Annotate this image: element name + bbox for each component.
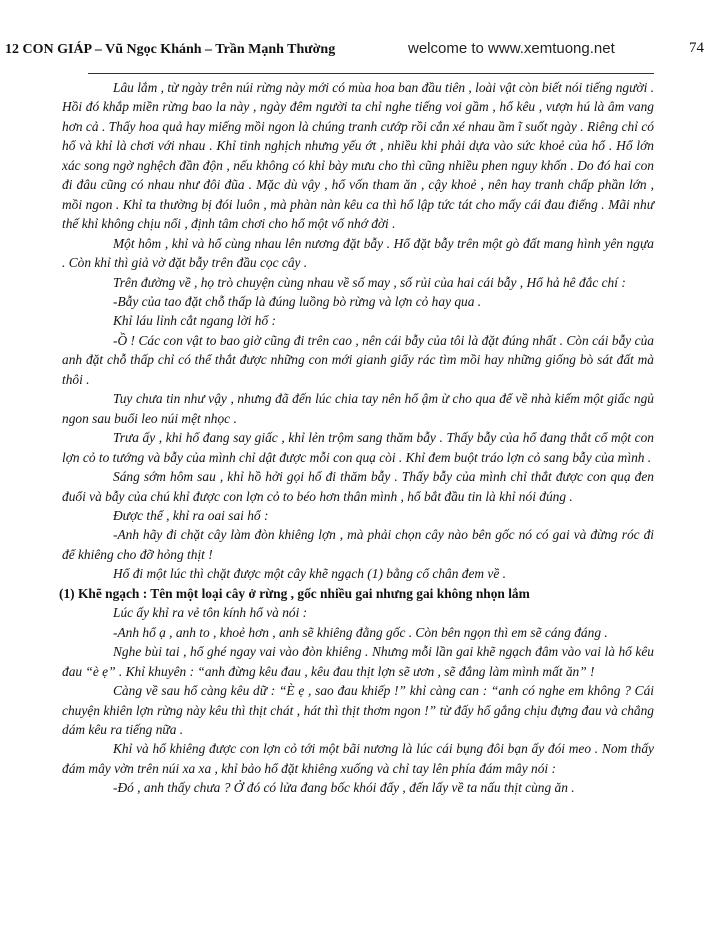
- book-title: 12 CON GIÁP – Vũ Ngọc Khánh – Trần Mạnh Thường: [5, 42, 336, 57]
- paragraph: Tuy chưa tin như vậy , nhưng đã đến lúc chia tay nên hổ ậm ừ cho qua để về nhà kiếm một giấc ngủ ngon sau buổi leo núi mệt nhọc .: [62, 391, 654, 426]
- paragraph: Khỉ láu lỉnh cắt ngang lời hổ :: [113, 313, 276, 329]
- paragraph: Một hôm , khỉ và hổ cùng nhau lên nương đặt bẫy . Hổ đặt bẫy trên một gò đất mang hình yên ngựa . Còn khỉ thì giả vờ đặt bẫy trên đầu cọc cây .: [62, 235, 654, 271]
- paragraph: -Ồ ! Các con vật to bao giờ cũng đi trên cao , nên cái bẫy của tôi là đặt đúng nhất . Còn cái bẫy của anh đặt chỗ thấp chỉ có thể thắt được những con mới gianh giẩy rác tìm mồi hay những giống bò sát đất mà thôi .: [62, 332, 654, 387]
- header-divider: [88, 73, 654, 74]
- paragraph: Trên đường về , họ trò chuyện cùng nhau về số may , số rủi của hai cái bẫy , Hổ hả hê đắc chí :: [113, 274, 626, 290]
- paragraph: -Anh hãy đi chặt cây làm đòn khiêng lợn , mà phải chọn cây nào bên gốc nó có gai và đừng róc đi để khiêng cho đỡ hỏng thịt !: [62, 527, 654, 562]
- paragraph: Càng về sau hổ càng kêu dữ : “È ẹ , sao đau khiếp !” khỉ càng can : “anh có nghe em không ? Cái chuyện khiên lợn rừng này kêu thì thịt chát , hát thì thịt thơm ngon !” từ đấy hổ gắng chịu đựng đau và chẳng dám kêu ra tiếng nữa .: [62, 683, 654, 737]
- page-number: 74: [689, 40, 704, 56]
- paragraph: -Anh hổ ạ , anh to , khoẻ hơn , anh sẽ khiêng đằng gốc . Còn bên ngọn thì em sẽ cáng đáng .: [113, 624, 608, 640]
- paragraph: Khỉ và hổ khiêng được con lợn cỏ tới một bãi nương là lúc cái bụng đôi bạn ấy đói meo . Nom thấy đám mây vờn trên núi xa xa , khỉ bảo hổ đặt khiêng xuống và chỉ tay lên phía đám mây nói :: [62, 741, 654, 776]
- paragraph: Nghe bùi tai , hổ ghé ngay vai vào đòn khiêng . Nhưng mỗi lần gai khẽ ngạch đâm vào vai là hổ kêu đau “è ẹ” . Khỉ khuyên : “anh đừng kêu đau , kêu đau thịt lợn sẽ ươn , sẽ đắng làm mình mất ăn” !: [62, 644, 654, 679]
- paragraph: Trưa ấy , khi hổ đang say giấc , khỉ lẻn trộm sang thăm bẫy . Thấy bẫy của hổ đang thắt cổ một con lợn cỏ to tướng và bẫy của mình chỉ dật được mỗi con quạ còi . Khỉ đem buột tráo lợn cỏ sang bẫy của mình .: [62, 430, 654, 465]
- story-body: [59, 78, 654, 798]
- footnote: (1) Khẽ ngạch : Tên một loại cây ở rừng , gốc nhiều gai nhưng gai không nhọn lắm: [59, 585, 530, 601]
- paragraph: Lúc ấy khỉ ra vẻ tôn kính hổ và nói :: [113, 605, 308, 621]
- paragraph: Lâu lắm , từ ngày trên núi rừng này mới có mùa hoa ban đầu tiên , loài vật còn biết nói tiếng người . Hồi đó khắp miền rừng bao la này , ngày đêm người ta chỉ nghe tiếng voi gầm , hổ kêu , vượn hú là âm vang hơn cả . Thấy hoa quả hay miếng mồi ngon là chúng tranh cướp rồi cắn xé nhau ầm ĩ suốt ngày . Riêng chỉ có hổ và khỉ là chơi với nhau . Khỉ tinh nghịch nhưng yếu ớt , nhiều khi phải dựa vào sức khoẻ của hổ . Hổ lớn xác song ngờ nghệch đần độn , nếu không có khỉ bày mưu cho thì cũng nhiều phen nguy khốn . Do đó hai con đi đâu cũng có nhau như đôi đũa . Mặc dù vậy , hổ vốn tham ăn , cậy khoẻ , nên hay tranh chấp phần lớn , mồi ngon . Khỉ ta thường bị đói luôn , mà phàn nàn kêu ca thì hổ lập tức tát cho mấy cái đau điếng . Mãi như thế khỉ không chịu nổi , định tâm chơi cho hổ một vố nhớ đời .: [62, 80, 654, 232]
- paragraph: Sáng sớm hôm sau , khỉ hồ hởi gọi hổ đi thăm bẫy . Thấy bẫy của mình chỉ thắt được con quạ đen đuổi và bẫy của chú khỉ được con lợn cỏ to béo hơn thân mình , hổ bắt đầu tin là khỉ nói đúng .: [62, 469, 654, 504]
- website-link[interactable]: welcome to www.xemtuong.net: [408, 40, 615, 57]
- paragraph: Được thể , khỉ ra oai sai hổ :: [113, 507, 269, 523]
- paragraph: Hổ đi một lúc thì chặt được một cây khẽ ngạch (1) bằng cổ chân đem về .: [113, 566, 506, 582]
- paragraph: -Đó , anh thấy chưa ? Ở đó có lửa đang bốc khói đấy , đến lấy về ta nấu thịt cùng ăn .: [113, 780, 575, 796]
- paragraph: -Bẫy của tao đặt chỗ thấp là đúng luồng bò rừng và lợn cỏ hay qua .: [113, 293, 482, 309]
